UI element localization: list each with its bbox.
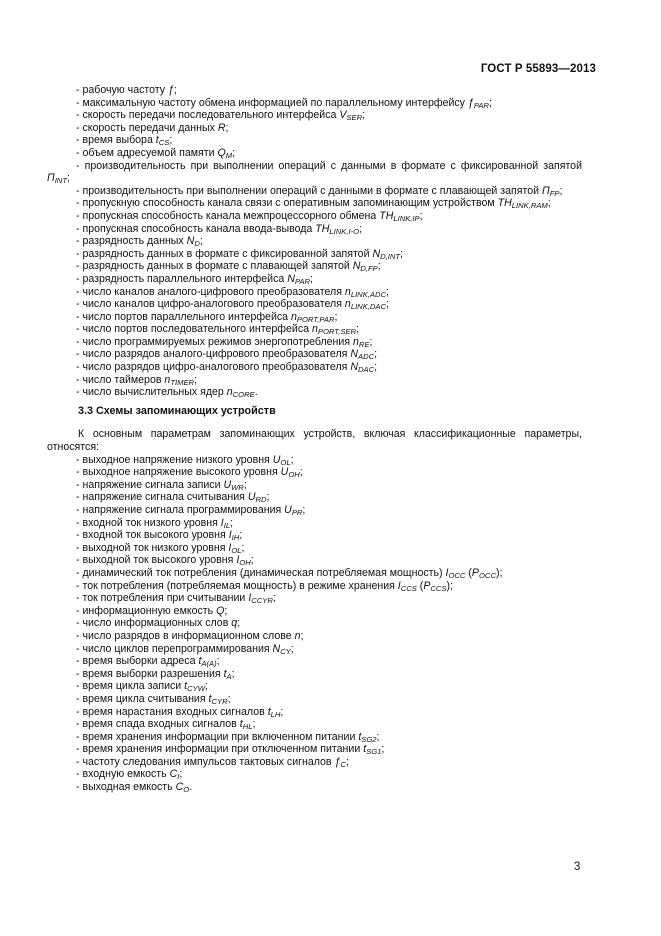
item-text: - число портов последовательного интерфейса — [76, 323, 312, 336]
parameter-symbol: P — [423, 579, 431, 592]
list-item — [47, 668, 582, 681]
list-item — [47, 122, 582, 135]
list-item — [47, 617, 582, 630]
item-text: - время выбора — [76, 134, 156, 147]
item-text: - число портов параллельного интерфейса — [76, 310, 291, 323]
parameter-subscript: TIMER — [170, 377, 195, 387]
parameter-symbol: ƒ — [467, 96, 474, 109]
item-text: - время выборки адреса — [76, 655, 199, 668]
parameter-subscript: FP — [549, 188, 560, 198]
list-item — [47, 592, 582, 605]
item-punctuation: ; — [345, 755, 349, 768]
item-text: - информационную емкость — [76, 604, 217, 617]
item-text: - объем адресуемой памяти — [76, 146, 218, 159]
parameter-symbol: P — [471, 566, 479, 579]
parameter-symbol: t — [363, 743, 367, 756]
item-text: - время спада входных сигналов — [76, 718, 240, 731]
parameter-symbol: n — [311, 323, 318, 336]
parameter-symbol: TH — [315, 222, 330, 235]
parameter-subscript: IL — [223, 520, 231, 530]
parameter-subscript: ADC — [357, 352, 375, 362]
item-punctuation: ; — [374, 361, 378, 374]
item-punctuation: ; — [252, 718, 256, 731]
parameter-symbol: N — [272, 642, 281, 655]
parameter-symbol: I — [397, 579, 401, 592]
memory-parameters-list — [47, 454, 582, 794]
item-punctuation: ; — [309, 272, 313, 285]
parameter-subscript: OH — [288, 470, 300, 480]
list-item — [47, 84, 582, 97]
parameter-subscript: LH — [270, 709, 281, 719]
parameter-subscript: WR — [231, 482, 244, 492]
item-punctuation: . — [254, 386, 258, 399]
item-punctuation: ; — [547, 197, 551, 210]
parameter-symbol: I — [220, 516, 224, 529]
parameter-subscript: PORT,SER — [317, 327, 356, 337]
item-punctuation: ; — [302, 504, 306, 516]
item-punctuation: ; — [386, 285, 389, 298]
item-punctuation: ; — [239, 529, 243, 542]
list-item — [47, 336, 582, 349]
item-text: - время выборки разрешения — [76, 667, 224, 680]
parameter-symbol: N — [350, 361, 358, 374]
item-text: - напряжение сигнала программирования — [76, 504, 285, 516]
item-text: - ток потребления при считывании — [76, 592, 249, 605]
list-item — [47, 655, 582, 668]
parameter-symbol: n — [291, 310, 297, 323]
list-item — [47, 706, 582, 719]
item-text: - входной ток низкого уровня — [76, 516, 221, 529]
item-text: - выходной ток высокого уровня — [76, 554, 237, 567]
list-item — [47, 542, 582, 555]
item-punctuation: ; — [280, 705, 284, 718]
parameter-subscript: M — [225, 150, 233, 160]
parameter-symbol: N — [287, 272, 295, 285]
parameter-subscript: SG1 — [366, 747, 382, 757]
parameter-subscript: OCC — [448, 570, 466, 580]
item-text: - выходное напряжение низкого уровня — [76, 453, 273, 466]
list-item — [47, 756, 582, 769]
parameter-symbol: V — [339, 109, 347, 122]
parameter-subscript: RE — [358, 339, 370, 349]
parameter-subscript: DAC — [357, 365, 375, 375]
parameter-symbol: t — [208, 692, 212, 705]
parameter-symbol: U — [280, 466, 289, 479]
item-text: - рабочую частоту — [76, 84, 168, 96]
parameter-subscript: D — [194, 239, 200, 249]
parameter-subscript: SG2 — [361, 734, 377, 744]
parameter-symbol: I — [228, 541, 232, 554]
parameter-subscript: PAR — [473, 100, 489, 110]
list-item — [47, 504, 582, 517]
item-text: - выходная емкость — [76, 781, 176, 794]
item-text: - число вычислительных ядер — [76, 386, 227, 399]
parameter-symbol: t — [155, 134, 159, 147]
list-item — [47, 605, 582, 618]
item-separator: ( — [465, 566, 472, 579]
parameter-symbol: I — [236, 554, 240, 567]
document-header: ГОСТ Р 55893—2013 — [480, 63, 596, 75]
parameter-symbol: U — [272, 453, 281, 466]
list-item — [47, 693, 582, 706]
item-punctuation: ; — [230, 516, 234, 529]
item-text: - число разрядов в информационном слове — [76, 629, 295, 642]
list-item — [47, 466, 582, 479]
item-text: - время хранения информации при отключенном питании — [76, 743, 364, 756]
parameter-symbol: Q — [216, 604, 225, 617]
item-punctuation: ; — [400, 247, 403, 260]
list-item — [47, 680, 582, 693]
item-separator: ( — [416, 579, 424, 592]
parameter-symbol: n — [226, 386, 233, 399]
list-item — [47, 781, 582, 794]
item-text: - число каналов цифро-аналогового преобразователя — [76, 298, 345, 311]
parameter-symbol: U — [284, 504, 292, 516]
item-text: - скорость передачи данных — [76, 121, 218, 134]
parameter-symbol: N — [372, 247, 381, 260]
parameter-subscript: A(A) — [201, 659, 217, 669]
item-text: - время цикла считывания — [76, 692, 209, 705]
item-punctuation: ; — [194, 373, 198, 386]
parameter-symbol: Q — [217, 146, 226, 159]
item-punctuation: ; — [381, 743, 385, 756]
list-item — [47, 160, 582, 185]
list-item — [47, 643, 582, 656]
list-item — [47, 323, 582, 336]
item-punctuation: ; — [374, 348, 378, 361]
item-text: - число разрядов аналого-цифрового преобразователя — [76, 348, 351, 361]
performance-parameters-list — [47, 84, 582, 399]
list-item — [47, 197, 582, 210]
item-punctuation: ; — [369, 335, 373, 348]
item-punctuation: ; — [362, 109, 366, 122]
parameter-symbol: n — [352, 335, 359, 348]
document-body — [47, 84, 582, 794]
list-item — [47, 479, 582, 492]
list-item — [47, 134, 582, 147]
list-item — [47, 529, 582, 542]
list-item — [47, 491, 582, 504]
list-item — [47, 185, 582, 198]
parameter-subscript: HL — [242, 722, 253, 732]
item-punctuation: ); — [446, 579, 454, 592]
parameter-subscript: I — [177, 772, 180, 782]
parameter-subscript: PR — [291, 508, 303, 517]
list-item — [47, 260, 582, 273]
list-item — [47, 286, 582, 299]
item-text: - пропускная способность канала межпроцессорного обмена — [76, 209, 380, 222]
parameter-subscript: LINK,ADC — [350, 289, 386, 299]
item-punctuation: ; — [169, 134, 173, 147]
parameter-subscript: LINK,DAC — [350, 302, 386, 312]
item-punctuation: ; — [204, 680, 208, 693]
parameter-subscript: OCC — [479, 570, 496, 580]
item-text: - число таймеров — [76, 373, 165, 386]
item-text: - входную емкость — [76, 768, 170, 781]
parameter-symbol: П — [47, 172, 55, 185]
parameter-subscript: OH — [239, 558, 251, 568]
list-item — [47, 517, 582, 530]
item-punctuation: ; — [419, 209, 423, 222]
parameter-symbol: C — [175, 781, 184, 794]
parameter-subscript: PORT,PAR — [296, 314, 335, 324]
parameter-symbol: П — [542, 184, 550, 197]
parameter-subscript: CCS — [400, 583, 417, 593]
parameter-subscript: LINK,RAM — [511, 201, 548, 211]
parameter-subscript: IH — [231, 533, 240, 543]
item-text: - число каналов аналого-цифрового преобразователя — [76, 285, 345, 298]
item-punctuation: . — [189, 781, 193, 794]
list-item — [47, 311, 582, 324]
item-punctuation: ; — [272, 592, 276, 605]
list-item — [47, 567, 582, 580]
list-item — [47, 580, 582, 593]
parameter-symbol: TH — [379, 209, 394, 222]
item-punctuation: ; — [290, 453, 294, 466]
parameter-symbol: n — [344, 298, 351, 311]
parameter-subscript: OL — [231, 545, 242, 555]
item-text: - пропускную способность канала связи с оперативным запоминающим устройством — [76, 197, 498, 210]
parameter-symbol: n — [164, 373, 171, 386]
item-text: - частоту следования импульсов тактовых сигналов — [76, 755, 335, 768]
list-item — [47, 630, 582, 643]
list-item — [47, 768, 582, 781]
item-text: - число разрядов цифро-аналогового преобразователя — [76, 361, 351, 374]
item-text: - ток потребления (потребляемая мощность) в режиме хранения — [76, 579, 398, 592]
item-text: - производительность при выполнении операций с данными в формате с фиксированной запятой — [76, 159, 582, 172]
parameter-symbol: N — [186, 235, 195, 248]
item-text: - число программируемых режимов энергопотребления — [76, 335, 353, 348]
item-punctuation: ; — [179, 768, 183, 781]
item-text: - максимальную частоту обмена информацией по параллельному интерфейсу — [76, 96, 468, 109]
item-text: - разрядность параллельного интерфейса — [76, 272, 288, 285]
list-item — [47, 273, 582, 286]
parameter-subscript: O — [183, 785, 190, 795]
list-item — [47, 348, 582, 361]
parameter-symbol: N — [352, 260, 361, 273]
parameter-subscript: D,INT — [380, 251, 401, 261]
list-item — [47, 298, 582, 311]
list-item — [47, 386, 582, 399]
parameter-subscript: INT — [54, 176, 67, 186]
parameter-symbol: I — [445, 566, 449, 579]
list-item — [47, 554, 582, 567]
item-punctuation: ; — [559, 184, 563, 197]
item-punctuation: ; — [231, 667, 235, 680]
item-punctuation: ; — [266, 491, 270, 504]
item-punctuation: ; — [66, 172, 70, 185]
parameter-subscript: LINK,IP — [393, 213, 420, 223]
item-text: - разрядность данных — [76, 235, 187, 248]
item-text: - число циклов перепрограммирования — [76, 642, 273, 655]
item-punctuation: ; — [225, 121, 229, 134]
parameter-symbol: t — [267, 705, 271, 718]
parameter-symbol: U — [223, 478, 232, 491]
parameter-symbol: t — [198, 655, 202, 668]
item-punctuation: ; — [299, 466, 303, 479]
parameter-subscript: PAR — [294, 276, 310, 286]
item-text: - время цикла записи — [76, 680, 185, 693]
item-text: - выходной ток низкого уровня — [76, 541, 229, 554]
item-text: - число информационных слов — [76, 617, 232, 630]
section-heading: 3.3 Схемы запоминающих устройств — [78, 404, 276, 417]
item-punctuation: ; — [173, 84, 177, 96]
item-punctuation: ; — [232, 146, 236, 159]
list-item — [47, 454, 582, 467]
item-punctuation: ; — [199, 235, 203, 248]
parameter-subscript: OL — [280, 457, 291, 467]
item-text: - время хранения информации при включенном питании — [76, 730, 359, 743]
item-text: - время нарастания входных сигналов — [76, 705, 268, 718]
item-punctuation: ; — [216, 655, 220, 668]
item-punctuation: ; — [488, 96, 492, 109]
item-punctuation: ; — [290, 642, 294, 655]
item-text: - производительность при выполнении операций с данными в формате с плавающей запятой — [76, 184, 542, 197]
parameter-symbol: t — [223, 667, 227, 680]
parameter-subscript: CS — [158, 138, 170, 148]
parameter-symbol: R — [217, 121, 226, 134]
parameter-subscript: D,FP — [360, 264, 378, 274]
parameter-symbol: n — [294, 629, 301, 642]
parameter-subscript: CY — [280, 646, 291, 656]
parameter-subscript: C — [340, 759, 346, 769]
list-item — [47, 374, 582, 387]
item-punctuation: ; — [250, 554, 254, 567]
item-punctuation: ); — [495, 566, 503, 579]
item-punctuation: ; — [377, 260, 381, 273]
item-punctuation: ; — [356, 323, 359, 336]
parameter-symbol: I — [248, 592, 252, 605]
section-intro: К основным параметрам запоминающих устройств, включая классификационные параметры, относятся: — [47, 428, 582, 454]
item-text: - разрядность данных в формате с плавающей запятой — [76, 260, 353, 273]
item-punctuation: ; — [359, 222, 363, 235]
item-text: - скорость передачи последовательного интерфейса — [76, 109, 340, 122]
parameter-subscript: CCS — [430, 583, 447, 593]
parameter-symbol: U — [247, 491, 256, 504]
item-text: - пропускная способность канала ввода-вывода — [76, 222, 316, 235]
parameter-subscript: CORE — [232, 390, 255, 400]
list-item — [47, 235, 582, 248]
list-item — [47, 718, 582, 731]
list-item — [47, 109, 582, 122]
item-punctuation: ; — [237, 617, 241, 630]
list-item — [47, 361, 582, 374]
item-text: - входной ток высокого уровня — [76, 529, 229, 542]
parameter-symbol: I — [228, 529, 232, 542]
item-punctuation: ; — [224, 604, 228, 617]
parameter-symbol: N — [350, 348, 358, 361]
parameter-symbol: n — [344, 285, 351, 298]
parameter-symbol: t — [358, 730, 362, 743]
item-punctuation: ; — [227, 692, 231, 705]
parameter-symbol: C — [169, 768, 178, 781]
parameter-subscript: CYR — [211, 696, 228, 706]
parameter-symbol: q — [231, 617, 238, 630]
list-item — [47, 248, 582, 261]
parameter-subscript: SER — [346, 113, 363, 123]
list-item — [47, 223, 582, 236]
parameter-symbol: t — [184, 680, 188, 693]
parameter-symbol: t — [239, 718, 243, 731]
item-punctuation: ; — [376, 730, 380, 743]
item-text: - напряжение сигнала записи — [76, 478, 224, 491]
item-text: - выходное напряжение высокого уровня — [76, 466, 281, 479]
parameter-symbol: TH — [497, 197, 512, 210]
list-item — [47, 210, 582, 223]
parameter-subscript: LINK,I-O — [329, 226, 360, 236]
item-punctuation: ; — [241, 541, 245, 554]
item-punctuation: ; — [300, 629, 304, 642]
parameter-symbol: ƒ — [334, 755, 341, 768]
item-text: - динамический ток потребления (динамическая потребляемая мощность) — [76, 566, 446, 579]
parameter-subscript: A — [226, 671, 232, 681]
item-text: - напряжение сигнала считывания — [76, 491, 248, 504]
list-item — [47, 97, 582, 110]
page-number: 3 — [574, 861, 581, 873]
item-punctuation: ; — [243, 478, 247, 491]
parameter-subscript: CYW — [187, 684, 205, 694]
parameter-subscript: CCYR — [251, 596, 273, 606]
parameter-symbol: ƒ — [168, 84, 174, 96]
list-item — [47, 147, 582, 160]
parameter-subscript: RD — [255, 495, 267, 505]
item-punctuation: ; — [386, 298, 389, 311]
item-text: - разрядность данных в формате с фиксированной запятой — [76, 247, 373, 260]
item-punctuation: ; — [334, 310, 338, 323]
list-item — [47, 743, 582, 756]
list-item — [47, 731, 582, 744]
